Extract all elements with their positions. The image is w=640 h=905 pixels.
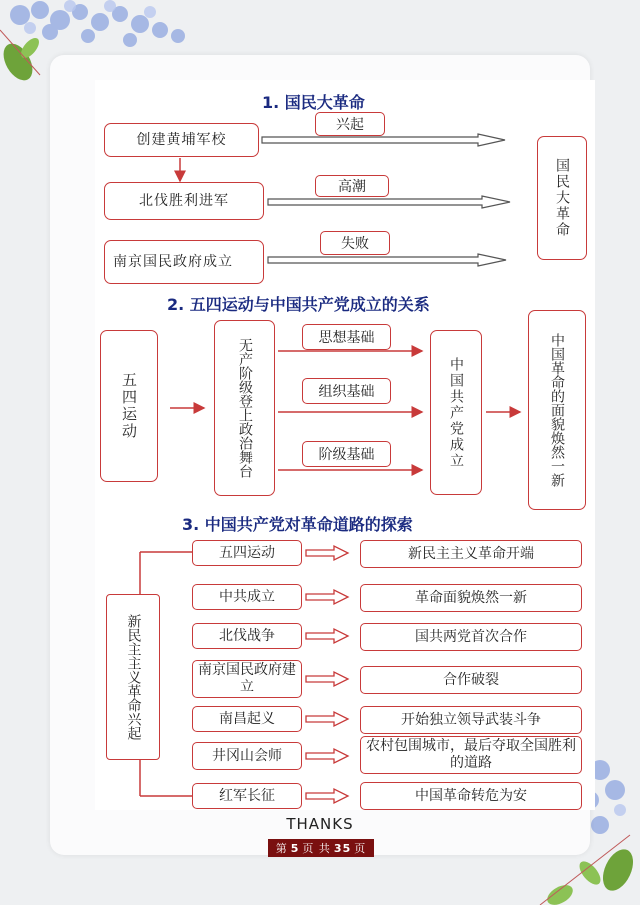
box-new-look: 中国革命的面貌焕然一新 (528, 310, 586, 510)
hollow-arrow-peak (268, 196, 510, 208)
box-huangpu-academy: 创建黄埔军校 (104, 123, 259, 157)
double-arrow (306, 712, 348, 726)
result-box: 开始独立领导武装斗争 (360, 706, 582, 734)
result-box: 国共两党首次合作 (360, 623, 582, 651)
section2-title: 2. 五四运动与中国共产党成立的关系 (167, 295, 430, 314)
event-box: 北伐战争 (192, 623, 302, 649)
event-box: 南京国民政府建立 (192, 660, 302, 698)
event-arrows (306, 546, 348, 803)
page-prefix: 第 (275, 842, 288, 855)
box-proletariat: 无产阶级登上政治舞台 (214, 320, 275, 496)
label-class-foundation: 阶级基础 (302, 441, 391, 467)
event-box: 五四运动 (192, 540, 302, 566)
box-nanjing-government: 南京国民政府成立 (104, 240, 264, 284)
double-arrow (306, 629, 348, 643)
page-total: 35 (333, 841, 352, 855)
box-national-revolution: 国民大革命 (537, 136, 587, 260)
scroll-new-democratic-revolution: 新民主主义革命兴起 (106, 594, 160, 760)
result-box: 合作破裂 (360, 666, 582, 694)
hollow-arrow-rise (262, 134, 505, 146)
double-arrow (306, 789, 348, 803)
label-ideological-foundation: 思想基础 (302, 324, 391, 350)
double-arrow (306, 546, 348, 560)
box-may-fourth: 五四运动 (100, 330, 158, 482)
section1-title: 1. 国民大革命 (262, 93, 365, 112)
page-mid: 页 共 (302, 842, 331, 855)
result-box: 革命面貌焕然一新 (360, 584, 582, 612)
event-box: 红军长征 (192, 783, 302, 809)
event-box: 井冈山会师 (192, 742, 302, 770)
label-peak: 高潮 (315, 175, 389, 197)
label-organizational-foundation: 组织基础 (302, 378, 391, 404)
result-box: 中国革命转危为安 (360, 782, 582, 810)
result-box: 新民主主义革命开端 (360, 540, 582, 568)
hollow-arrow-fail (268, 254, 506, 266)
double-arrow (306, 749, 348, 763)
event-box: 南昌起义 (192, 706, 302, 732)
page-suffix: 页 (354, 842, 367, 855)
page-current: 5 (290, 841, 300, 855)
box-party-founded: 中国共产党成立 (430, 330, 482, 495)
result-box: 农村包围城市，最后夺取全国胜利的道路 (360, 736, 582, 774)
label-fail: 失败 (320, 231, 390, 255)
double-arrow (306, 590, 348, 604)
label-rise: 兴起 (315, 112, 385, 136)
thanks-text: THANKS (286, 815, 354, 833)
section3-title: 3. 中国共产党对革命道路的探索 (182, 515, 413, 534)
page-indicator (268, 839, 374, 857)
double-arrow (306, 672, 348, 686)
box-northern-expedition: 北伐胜利进军 (104, 182, 264, 220)
event-box: 中共成立 (192, 584, 302, 610)
